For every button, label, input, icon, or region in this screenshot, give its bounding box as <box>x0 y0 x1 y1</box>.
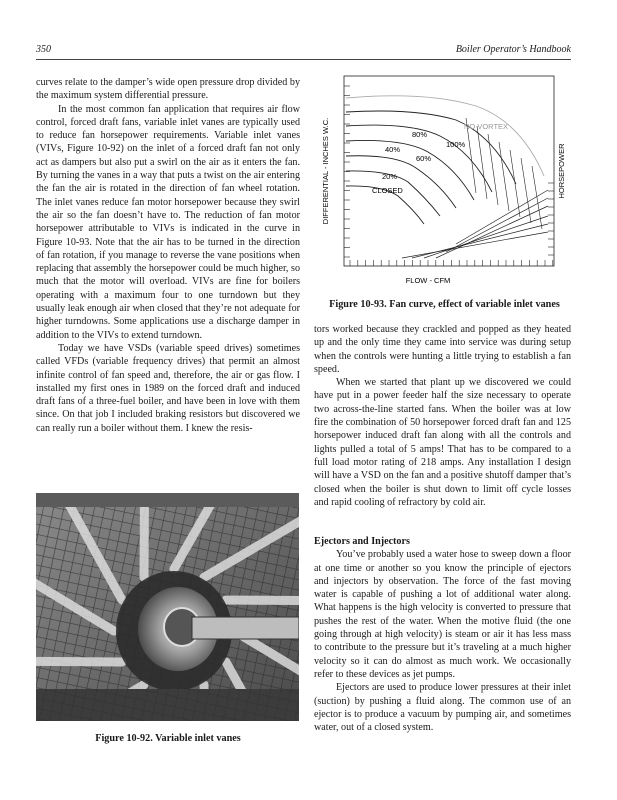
hp-line-3 <box>402 232 548 258</box>
series-label-60: 60% <box>416 154 432 163</box>
hp-line-5 <box>456 190 548 244</box>
left-column <box>36 76 300 435</box>
horsepower-lines <box>402 118 548 258</box>
vane-blade <box>36 661 122 662</box>
series-label-100: 100% <box>446 140 466 149</box>
section-heading: Ejectors and Injectors <box>314 536 410 547</box>
hp-line-1 <box>424 216 548 258</box>
series-label-no-vortex: NO VORTEX <box>464 122 509 131</box>
right-column-bottom <box>314 535 571 734</box>
hp-line-4 <box>446 198 548 252</box>
book-title: Boiler Operator’s Handbook <box>455 44 571 55</box>
figure-10-93-chart <box>316 58 573 286</box>
x-axis-ticks <box>350 260 553 266</box>
right-column-top <box>314 323 571 509</box>
vane-blade <box>226 600 299 601</box>
paragraph: tors worked because they crackled and popped as they heated up and the only time they came into service was during setup when the controls were hunting a little trying to establish a fan speed. <box>314 324 571 375</box>
series-label-closed: CLOSED <box>372 186 403 195</box>
paragraph: In the most common fan application that requires air flow control, forced draft fans, variable inlet vanes are typically used to reduce fan horsepower requirements. Variable inlet vanes (VIVs, Figure 10-92) on the inlet of a forced draft fan not only act as dampers but also put a swirl on the air as it enters the fan. By turning the vanes in a way that puts a twist on the air entering the fan the air is rotated in the direction of fan wheel rotation. The inlet vanes reduce fan motor horsepower because they swirl the air so the fan doesn’t have to. The reduction of fan motor horsepower attributable to VIVs is indicated in the curve in Figure 10-93. Note that the air has to be turned in the direction of fan rotation, if you manage to reverse the vane positions when replacing that assembly the horsepower could be much higher, so much that the motor will overload. VIVs are fine for boilers operating with a maximum four to one turndown but they usually leak enough air when closed that they’re not adequate for higher turndowns. Some applications use a discharge damper in addition to the VIVs to extend turndown. <box>36 103 300 341</box>
paragraph: Today we have VSDs (variable speed drives) sometimes called VFDs (variable frequency drives) that permit an almost infinite control of fan speed and, therefore, the air or gas flow. I installed my first ones in 1989 on the forced draft and induced draft fans of a three-fuel boiler, and have been in love with them since. On that job I included braking resistors but discovered we can really run a boiler without them. I knew the resis- <box>36 342 300 434</box>
hp-drop-3 <box>499 142 509 211</box>
y-axis-label: DIFFERENTIAL - INCHES W.C. <box>321 117 330 225</box>
page-number: 350 <box>36 44 51 55</box>
hp-drop-1 <box>477 126 487 199</box>
hp-drop-2 <box>488 134 498 205</box>
photo-illustration <box>36 493 299 721</box>
paragraph: Ejectors are used to produce lower pressures at their inlet (suction) by pushing a fluid along. The common use of an ejector is to produce a vacuum by pumping air, and sometimes water, out of a closed system. <box>314 682 571 734</box>
variable-inlet-vanes-photo <box>36 493 299 721</box>
paragraph: When we started that plant up we discovered we could have put in a power feeder half the size necessary to operate two across-the-line started fans. When the boiler was at low fire the combination of 50 horsepower forced draft fan and 125 horsepower induced draft fan along with all the controls and lights pulled a total of 5 amps! That has to be compared to a full load motor rating of 218 amps. Any installation I design will have a VSD on the fan and a positive shutoff damper that’s closed when the boiler is shut down to limit off cycle losses and rapid cooling of refractory by cold air. <box>314 377 571 508</box>
vane-curve-3 <box>346 140 474 200</box>
hp-drop-4 <box>510 150 520 217</box>
hp-line-0 <box>436 206 548 258</box>
plot-frame <box>344 76 554 266</box>
figure-10-92-caption: Figure 10-92. Variable inlet vanes <box>95 733 241 744</box>
hp-drop-5 <box>521 158 531 223</box>
paragraph: curves relate to the damper’s wide open pressure drop divided by the maximum system differential pressure. <box>36 77 300 102</box>
y2-axis-ticks <box>548 183 554 255</box>
vane-curves <box>346 96 544 224</box>
figure-10-93-caption: Figure 10-93. Fan curve, effect of variable inlet vanes <box>329 299 560 310</box>
series-label-80: 80% <box>412 130 428 139</box>
x-axis-label: FLOW - CFM <box>405 276 451 285</box>
series-label-20: 20% <box>382 172 398 181</box>
paragraph: You’ve probably used a water hose to sweep down a floor at one time or another so you know the principle of ejectors and injectors by observation. The force of the fast moving water is capable of pushing a lot of additional water along. What happens is the high velocity is converted to pressure that pushes the rest of the water. When the motive fluid (the one going through at high velocity) is steam or air it has less mass to contribute to the pressure but it’s traveling at a much higher velocity so it can do almost as much work. We occasionally refer to these devices as jet pumps. <box>314 549 571 680</box>
vane-curve-4 <box>346 156 456 208</box>
y2-axis-label: HORSEPOWER <box>557 143 566 199</box>
fan-curve-svg <box>316 58 573 286</box>
series-label-40: 40% <box>385 145 401 154</box>
